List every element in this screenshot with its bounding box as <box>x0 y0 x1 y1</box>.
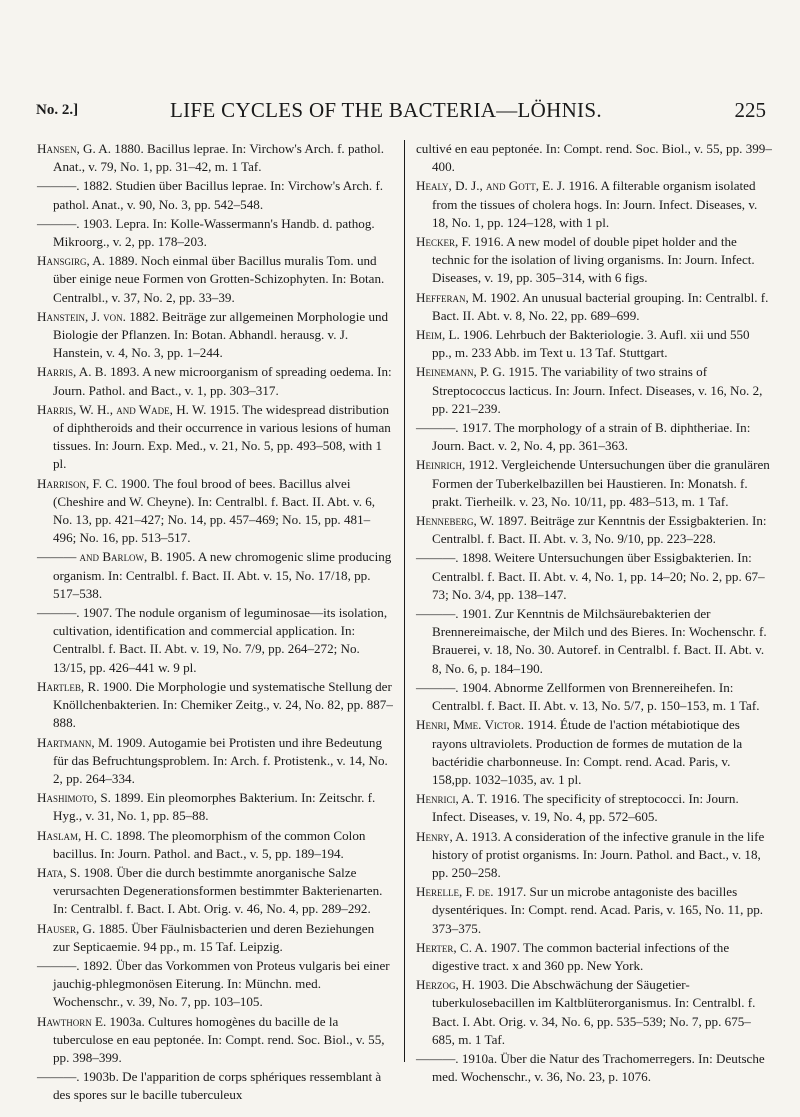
reference-author: Herelle, F. de. <box>416 884 494 900</box>
reference-text: 1898. Weitere Untersuchungen über Essigbakterien. In: Centralbl. f. Bact. II. Abt. v. 4, No. 1, pp. 14–20; No. 2, pp. 67–73; No. 3/4, pp. 138–147. <box>432 550 765 602</box>
reference-entry <box>416 512 772 548</box>
reference-entry <box>37 401 393 474</box>
reference-entry <box>416 233 772 288</box>
reference-text: 1907. The nodule organism of leguminosae—its isolation, cultivation, identification and commercial application. In: Centralbl. f. Bact. II. Abt. v. 19, No. 7/9, pp. 264–272; No. 13/15, pp. 426–441 w. 9 pl. <box>53 605 388 675</box>
reference-entry <box>416 679 772 715</box>
reference-text: 1900. The foul brood of bees. Bacillus alvei (Cheshire and W. Cheyne). In: Centralbl. f. Bact. II. Abt. v. 6, No. 13, pp. 421–427; No. 14, pp. 457–469; No. 15, pp. 481–496; No. 16, pp. 513–517. <box>53 475 376 546</box>
reference-author: Hartmann, M. <box>37 734 113 750</box>
reference-text: 1892. Über das Vorkommen von Proteus vulgaris bei einer jauchig-phlegmonösen Eiterung. In: Münchn. med. Wochenschr., v. 39, No. 7, pp. 103–105. <box>53 957 390 1010</box>
reference-text: 1915. The variability of two strains of Streptococcus lacticus. In: Journ. Infect. Diseases, v. 16, No. 2, pp. 221–239. <box>432 364 763 416</box>
reference-text: 1909. Autogamie bei Protisten und ihre Bedeutung für das Befruchtungsproblem. In: Arch. f. Protistenk., v. 14, No. 2, pp. 264–334. <box>53 734 388 786</box>
reference-entry <box>416 1050 772 1086</box>
reference-text: 1882. Studien über Bacillus leprae. In: Virchow's Arch. f. pathol. Anat., v. 90, No. 3, pp. 542–548. <box>53 178 384 212</box>
reference-text: 1906. Lehrbuch der Bakteriologie. 3. Aufl. xii und 550 pp., m. 233 Abb. im Text u. 13 Taf. Stuttgart. <box>432 327 750 361</box>
reference-text: 1903b. De l'apparition de corps sphériques ressemblant à des spores sur le bacille tuberculeux <box>53 1069 382 1103</box>
reference-author: ——— and Barlow, B. <box>37 549 163 565</box>
reference-entry <box>37 177 393 213</box>
reference-text: 1899. Ein pleomorphes Bakterium. In: Zeitschr. f. Hyg., v. 31, No. 1, pp. 85–88. <box>53 790 376 824</box>
reference-text: 1914. Étude de l'action métabiotique des rayons ultraviolets. Production de formes de mutation de la bactéridie charbonneuse. In: Compt. rend. Acad. Paris, v. 158,pp. 1032–1035, av. 1 pl. <box>432 717 743 787</box>
left-column <box>37 140 393 1106</box>
reference-entry <box>416 177 772 232</box>
reference-author: ———. <box>37 178 80 194</box>
reference-text: 1916. A new model of double pipet holder and the technic for the isolation of living organisms. In: Journ. Infect. Diseases, v. 19, pp. 305–314, with 6 figs. <box>432 234 755 286</box>
reference-author: Hata, S. <box>37 864 81 880</box>
reference-text: 1916. The specificity of streptococci. In: Journ. Infect. Diseases, v. 19, No. 4, pp. 572–605. <box>432 791 739 825</box>
reference-author: Henneberg, W. <box>416 513 495 529</box>
reference-entry <box>416 939 772 975</box>
right-column <box>416 140 772 1087</box>
reference-text: 1915. The widespread distribution of diphtheroids and their occurrence in various lesions of human tissues. In: Journ. Exp. Med., v. 21, No. 5, pp. 493–508, with 1 pl. <box>53 401 391 472</box>
reference-author: Hashimoto, S. <box>37 790 111 806</box>
reference-text: 1917. Sur un microbe antagoniste des bacilles dysentériques. In: Compt. rend. Acad. Paris, v. 165, No. 11, pp. 373–375. <box>432 884 764 936</box>
reference-text: 1900. Die Morphologie und systematische Stellung der Knöllchenbakterien. In: Chemiker Zeitg., v. 24, No. 82, pp. 887–888. <box>53 678 393 731</box>
reference-author: Henrici, A. T. <box>416 791 488 807</box>
reference-text: 1889. Noch einmal über Bacillus muralis Tom. und über einige neue Formen von Grotten-Schizophyten. In: Botan. Centralbl., v. 37, No. 2, pp. 33–39. <box>53 253 385 305</box>
reference-author: Healy, D. J., and Gott, E. J. <box>416 178 566 194</box>
reference-entry <box>37 734 393 789</box>
reference-author: ———. <box>37 215 80 231</box>
reference-entry <box>37 140 393 176</box>
reference-entry <box>37 475 393 548</box>
reference-entry <box>37 548 393 603</box>
reference-author: Heim, L. <box>416 327 460 343</box>
running-header <box>36 98 766 122</box>
reference-entry <box>416 976 772 1049</box>
reference-text: 1903. Lepra. In: Kolle-Wassermann's Handb. d. pathog. Mikroorg., v. 2, pp. 178–203. <box>53 215 375 250</box>
reference-entry <box>37 827 393 863</box>
reference-text: 1903. Die Abschwächung der Säugetier-tuberkulosebacillen im Kaltblüterorganismus. In: Centralbl. f. Bact. I. Abt. Orig. v. 34, No. 6, pp. 535–539; No. 7, pp. 675–685, m. 1 Taf. <box>432 977 756 1047</box>
reference-entry <box>416 716 772 789</box>
reference-text: 1917. The morphology of a strain of B. diphtheriae. In: Journ. Bact. v. 2, No. 4, pp. 361–363. <box>432 420 751 454</box>
reference-text: 1907. The common bacterial infections of the digestive tract. x and 360 pp. New York. <box>432 939 730 973</box>
reference-entry <box>37 363 393 399</box>
reference-entry <box>37 678 393 733</box>
reference-author: Herter, C. A. <box>416 939 488 955</box>
reference-entry <box>37 957 393 1012</box>
reference-author: Haslam, H. C. <box>37 827 113 843</box>
reference-text: 1913. A consideration of the infective granule in the life history of protist organisms. In: Journ. Pathol. and Bact., v. 18, pp. 250–258. <box>432 828 765 880</box>
reference-entry <box>37 252 393 307</box>
reference-author: Henri, Mme. Victor. <box>416 717 525 733</box>
reference-entry <box>37 920 393 956</box>
reference-entry <box>416 883 772 938</box>
reference-author: Harrison, F. C. <box>37 475 118 491</box>
reference-text: 1893. A new microorganism of spreading oedema. In: Journ. Pathol. and Bact., v. 1, pp. 303–317. <box>53 364 392 398</box>
reference-entry <box>416 790 772 826</box>
reference-author: Hauser, G. <box>37 920 96 936</box>
reference-author: Harris, W. H., and Wade, H. W. <box>37 401 207 417</box>
reference-text: 1885. Über Fäulnisbacterien und deren Beziehungen zur Septicaemie. 94 pp., m. 15 Taf. Leipzig. <box>53 920 375 954</box>
reference-entry <box>416 289 772 325</box>
reference-author: ———. <box>416 420 459 436</box>
reference-author: Hawthorn E. <box>37 1013 107 1029</box>
reference-author: Harris, A. B. <box>37 364 107 380</box>
reference-entry <box>416 549 772 604</box>
reference-author: Hansen, G. A. <box>37 141 112 156</box>
reference-author: Hecker, F. <box>416 234 472 250</box>
reference-author: ———. <box>416 1050 459 1066</box>
reference-author: ———. <box>37 957 80 973</box>
reference-entry <box>416 140 772 176</box>
reference-entry <box>416 363 772 418</box>
reference-text: 1898. The pleomorphism of the common Colon bacillus. In: Journ. Pathol. and Bact., v. 5, pp. 189–194. <box>53 827 366 861</box>
reference-entry <box>37 1068 393 1104</box>
reference-author: Hanstein, J. von. <box>37 308 126 324</box>
reference-text: 1897. Beiträge zur Kenntnis der Essigbakterien. In: Centralbl. f. Bact. II. Abt. v. 3, No. 9/10, pp. 223–228. <box>432 513 767 547</box>
reference-text: 1902. An unusual bacterial grouping. In: Centralbl. f. Bact. II. Abt. v. 8, No. 22, pp. 689–699. <box>432 289 769 323</box>
running-title: LIFE CYCLES OF THE BACTERIA—LÖHNIS. <box>170 98 602 122</box>
reference-author: ———. <box>37 605 80 621</box>
reference-text: 1912. Vergleichende Untersuchungen über die granulären Formen der Tuberkelbazillen bei Haustieren. In: Monatsh. f. prakt. Tierheilk. v. 23, No. 10/11, pp. 483–513, m. 1 Taf. <box>432 457 770 509</box>
reference-text: 1901. Zur Kenntnis de Milchsäurebakterien der Brennereimaische, der Milch und des Bieres. In: Wochenschr. f. Brauerei, v. 18, No. 30. Autoref. in Centralbl. f. Bact. II. Abt. v. 8, No. 6, p. 184–190. <box>432 606 767 676</box>
reference-author: ———. <box>416 606 459 622</box>
reference-entry <box>416 419 772 455</box>
column-divider <box>404 140 405 1062</box>
reference-text: 1904. Abnorme Zellformen von Brennereihefen. In: Centralbl. f. Bact. II. Abt. v. 13, No. 5/7, p. 150–153, m. 1 Taf. <box>432 679 760 714</box>
reference-author: Hefferan, M. <box>416 289 487 305</box>
reference-entry <box>37 215 393 251</box>
reference-text: 1903a. Cultures homogènes du bacille de la tuberculose en eau peptonée. In: Compt. rend. Soc. Biol., v. 55, pp. 398–399. <box>53 1013 385 1065</box>
reference-entry <box>416 605 772 678</box>
page-number: 225 <box>734 98 766 122</box>
reference-author: ———. <box>416 550 459 566</box>
reference-entry <box>37 308 393 363</box>
reference-author: ———. <box>37 1069 80 1085</box>
issue-number: No. 2.] <box>36 102 79 118</box>
reference-entry <box>37 864 393 919</box>
reference-entry <box>37 1013 393 1068</box>
reference-entry <box>37 604 393 677</box>
reference-author: Henry, A. <box>416 828 469 844</box>
reference-text: 1880. Bacillus leprae. In: Virchow's Arch. f. pathol. Anat., v. 79, No. 1, pp. 31–42, m. 1 Taf. <box>53 141 384 175</box>
reference-text: 1882. Beiträge zur allgemeinen Morphologie und Biologie der Pflanzen. In: Botan. Abhandl. herausg. v. J. Hanstein, v. 4, No. 3, pp. 1–244. <box>53 308 389 361</box>
reference-author: Heinrich, <box>416 457 466 473</box>
reference-text: 1908. Über die durch bestimmte anorganische Salze verursachten Degenerationsformen bestimmter Bakterienarten. In: Centralbl. f. Bact. I. Abt. Orig. v. 46, No. 4, pp. 289–292. <box>53 864 383 917</box>
reference-entry <box>416 456 772 511</box>
reference-text: 1916. A filterable organism isolated from the tissues of cholera hogs. In: Journ. Infect. Diseases, v. 18, No. 1, pp. 124–128, with 1 pl. <box>432 178 758 230</box>
reference-author: ———. <box>416 679 459 695</box>
reference-text: cultivé en eau peptonée. In: Compt. rend. Soc. Biol., v. 55, pp. 399–400. <box>416 141 772 175</box>
reference-text: 1910a. Über die Natur des Trachomerregers. In: Deutsche med. Wochenschr., v. 36, No. 23, p. 1076. <box>432 1050 765 1085</box>
reference-author: Herzog, H. <box>416 977 475 993</box>
reference-author: Hansgirg, A. <box>37 253 106 269</box>
reference-entry <box>37 789 393 825</box>
reference-author: Hartleb, R. <box>37 678 100 694</box>
reference-entry <box>416 828 772 883</box>
reference-author: Heinemann, P. G. <box>416 364 506 380</box>
reference-text: 1905. A new chromogenic slime producing organism. In: Centralbl. f. Bact. II. Abt. v. 15, No. 17/18, pp. 517–538. <box>53 549 392 601</box>
reference-entry <box>416 326 772 362</box>
